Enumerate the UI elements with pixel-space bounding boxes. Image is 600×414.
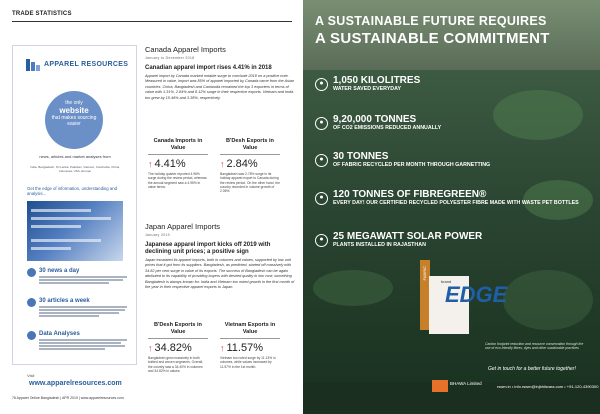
japan-heading: Japan Apparel Imports bbox=[145, 222, 221, 231]
apparel-resources-logo-icon bbox=[26, 59, 40, 71]
articles-icon bbox=[27, 298, 36, 307]
recycle-icon: ● bbox=[315, 154, 328, 167]
ad-devices-image bbox=[27, 201, 123, 261]
company-name: BHAWA Limited bbox=[450, 381, 482, 386]
up-arrow-icon: ↑ bbox=[220, 159, 225, 169]
up-arrow-icon: ↑ bbox=[220, 343, 225, 353]
stat-value: ↑ 11.57 % bbox=[220, 342, 263, 354]
ad-countries: India, Bangladesh, Sri Lanka, Pakistan, Vietnam, Cambodia, China, Indonesia, USA, Europe bbox=[30, 165, 120, 173]
feature-text bbox=[39, 276, 127, 284]
stat-text: Bangladesh saw 2.78% surge in its holiday apparel export to Canada during the review period. On the other hand, the country recorded in volume growth of 2.06%. bbox=[220, 172, 280, 194]
stat-title: B'Desh Exports in Value bbox=[226, 138, 274, 151]
ad-brand-name: APPAREL RESOURCES bbox=[44, 61, 129, 68]
company-logo-icon bbox=[432, 380, 448, 392]
bubble-line-1: the only bbox=[65, 100, 83, 106]
ad-tagline: Get the edge of information, understanding and analysis... bbox=[27, 186, 118, 196]
section-header: TRADE STATISTICS bbox=[12, 11, 72, 17]
feature-text bbox=[39, 339, 127, 350]
canada-body: Apparel import by Canada marked notable surge to conclude 2018 on a positive note. Measured in value, import was 85% of apparel imported by Canada came from the Asian countries. China, Bangladesh and Cambodia remained the top 3 exporters in terms of value with 1.31%, 2.84% and 8.12% surge in their respective exports. Vietnam and India too grew by 15.46% and 3.38%, respectively. bbox=[145, 74, 295, 100]
ad-feature-articles bbox=[27, 298, 127, 318]
stat-text: Bangladesh grew massively in both knitted and woven segments. Overall, the country saw a 34.40% in volumes and 34.82% in values. bbox=[148, 356, 203, 373]
ad-visit-label: Visit bbox=[27, 373, 35, 378]
right-page-ad[interactable] bbox=[303, 0, 600, 414]
japan-stat-bdesh bbox=[148, 322, 208, 373]
news-icon bbox=[27, 268, 36, 277]
feature-title: 30 news a day bbox=[39, 268, 80, 274]
japan-stat-vietnam bbox=[220, 322, 280, 369]
page-footer: 76 Apparel Online Bangladesh | APR 2019 | www.apparelresources.com bbox=[12, 396, 124, 400]
water-drop-icon: ● bbox=[315, 78, 328, 91]
up-arrow-icon: ↑ bbox=[148, 343, 153, 353]
fact-value: 25 MEGAWATT SOLAR POWER bbox=[333, 231, 483, 242]
japan-subheading: Japanese apparel import kicks off 2019 with declining unit prices; a positive sign bbox=[145, 242, 271, 255]
fact-value: 30 TONNES bbox=[333, 151, 389, 162]
feature-title: 30 articles a week bbox=[39, 298, 90, 304]
ad-headline-bubble bbox=[45, 91, 103, 149]
solar-icon: ● bbox=[315, 234, 328, 247]
fact-label: WATER SAVED EVERYDAY bbox=[333, 86, 401, 92]
fact-label: EVERY DAY! OUR CERTIFIED RECYCLED POLYESTER FIBRE MADE WITH WASTE PET BOTTLES bbox=[333, 200, 579, 206]
stat-text: Vietnam too noted surge by 11.13% in volumes, while values increased by 11.57% in the 1st month. bbox=[220, 356, 276, 369]
fact-water bbox=[315, 76, 420, 92]
edge-small-label: brand bbox=[441, 279, 452, 284]
canada-stat-bdesh bbox=[220, 138, 280, 193]
stat-value: ↑ 2.84 % bbox=[220, 158, 258, 170]
contact-info[interactable]: rswm.in • info.rswm@lnjbhilwara.com • +91-120-4390300 bbox=[497, 384, 599, 389]
feature-title: Data Analyses bbox=[39, 331, 80, 337]
fact-solar bbox=[315, 232, 482, 248]
sustainability-blurb: Carbon footprint reduction and resource conservation through the use of eco-friendly fibres, dyes and other sustainable practices bbox=[485, 342, 584, 351]
fact-fibregreen bbox=[315, 190, 585, 206]
bubble-line-2: website bbox=[59, 106, 89, 115]
japan-section bbox=[145, 222, 295, 290]
stat-value: ↑ 34.82 % bbox=[148, 342, 192, 354]
promo-headline-2: A SUSTAINABLE COMMITMENT bbox=[315, 30, 550, 47]
edge-tag-strip: FABRIC bbox=[420, 260, 430, 330]
data-analyses-icon bbox=[27, 331, 36, 340]
bubble-line-3: that makes sourcing easier bbox=[51, 115, 97, 127]
canada-subheading: Canadian apparel import rises 4.41% in 2018 bbox=[145, 65, 272, 71]
stat-title: Vietnam Exports in Value bbox=[224, 322, 276, 335]
stat-text: The holiday quarter reported 4.96% surge during the review period, whereas the annual segment saw a 4.95% in value terms. bbox=[148, 172, 207, 189]
stat-divider bbox=[148, 154, 208, 155]
fact-value: 1,050 KILOLITRES bbox=[333, 75, 421, 86]
ad-feature-data bbox=[27, 331, 127, 351]
fact-value: 120 TONNES OF FIBREGREEN® bbox=[333, 189, 487, 200]
fact-label: OF CO2 EMISSIONS REDUCED ANNUALLY bbox=[333, 125, 442, 131]
header-divider bbox=[12, 21, 292, 22]
ad-top-banner bbox=[303, 0, 600, 70]
canada-section bbox=[145, 45, 295, 101]
edge-logo: EDGE bbox=[445, 282, 508, 307]
canada-date: January to December 2018 bbox=[145, 56, 195, 60]
stat-divider bbox=[148, 338, 208, 339]
ad-feature-news bbox=[27, 268, 127, 285]
ad-url-link[interactable]: www.apparelresources.com bbox=[29, 380, 122, 387]
fact-label: OF FABRIC RECYCLED PER MONTH THROUGH GARNETTING bbox=[333, 162, 491, 168]
canada-stat-imports bbox=[148, 138, 208, 189]
stat-divider bbox=[220, 154, 280, 155]
fact-co2 bbox=[315, 115, 441, 131]
feature-text bbox=[39, 306, 127, 317]
japan-date: January 2019 bbox=[145, 233, 170, 237]
stat-value: ↑ 4.41 % bbox=[148, 158, 186, 170]
up-arrow-icon: ↑ bbox=[148, 159, 153, 169]
cloud-icon: ● bbox=[315, 117, 328, 130]
fact-label: PLANTS INSTALLED IN RAJASTHAN bbox=[333, 242, 426, 248]
stat-divider bbox=[220, 338, 280, 339]
ad-subline: news, articles and market analyses from bbox=[39, 154, 111, 159]
apparel-resources-ad[interactable] bbox=[12, 45, 137, 387]
japan-body: Japan escalated its apparel imports, both in volumes and values, supported by low unit prices that it got from its suppliers. Bangladesh, as predicted, started off massively with 34.82 per cent surge in value of its exports. The success of Bangladesh can be again attributed to its capability of providing buyers with desired quality in low cost; something Bangladesh is always known for. India and Vietnam too noted growth in the first month of the year in their respective apparel exports to Japan. bbox=[145, 258, 295, 290]
bottle-icon: ● bbox=[315, 192, 328, 205]
stat-title: Canada Imports in Value bbox=[153, 138, 203, 151]
stat-title: B'Desh Exports in Value bbox=[154, 322, 202, 335]
fact-fabric bbox=[315, 152, 490, 168]
promo-headline-1: A SUSTAINABLE FUTURE REQUIRES bbox=[315, 14, 547, 28]
promo-cta: Get in touch for a better future together! bbox=[488, 366, 576, 372]
fact-value: 9,20,000 TONNES bbox=[333, 114, 417, 125]
canada-heading: Canada Apparel Imports bbox=[145, 45, 226, 54]
